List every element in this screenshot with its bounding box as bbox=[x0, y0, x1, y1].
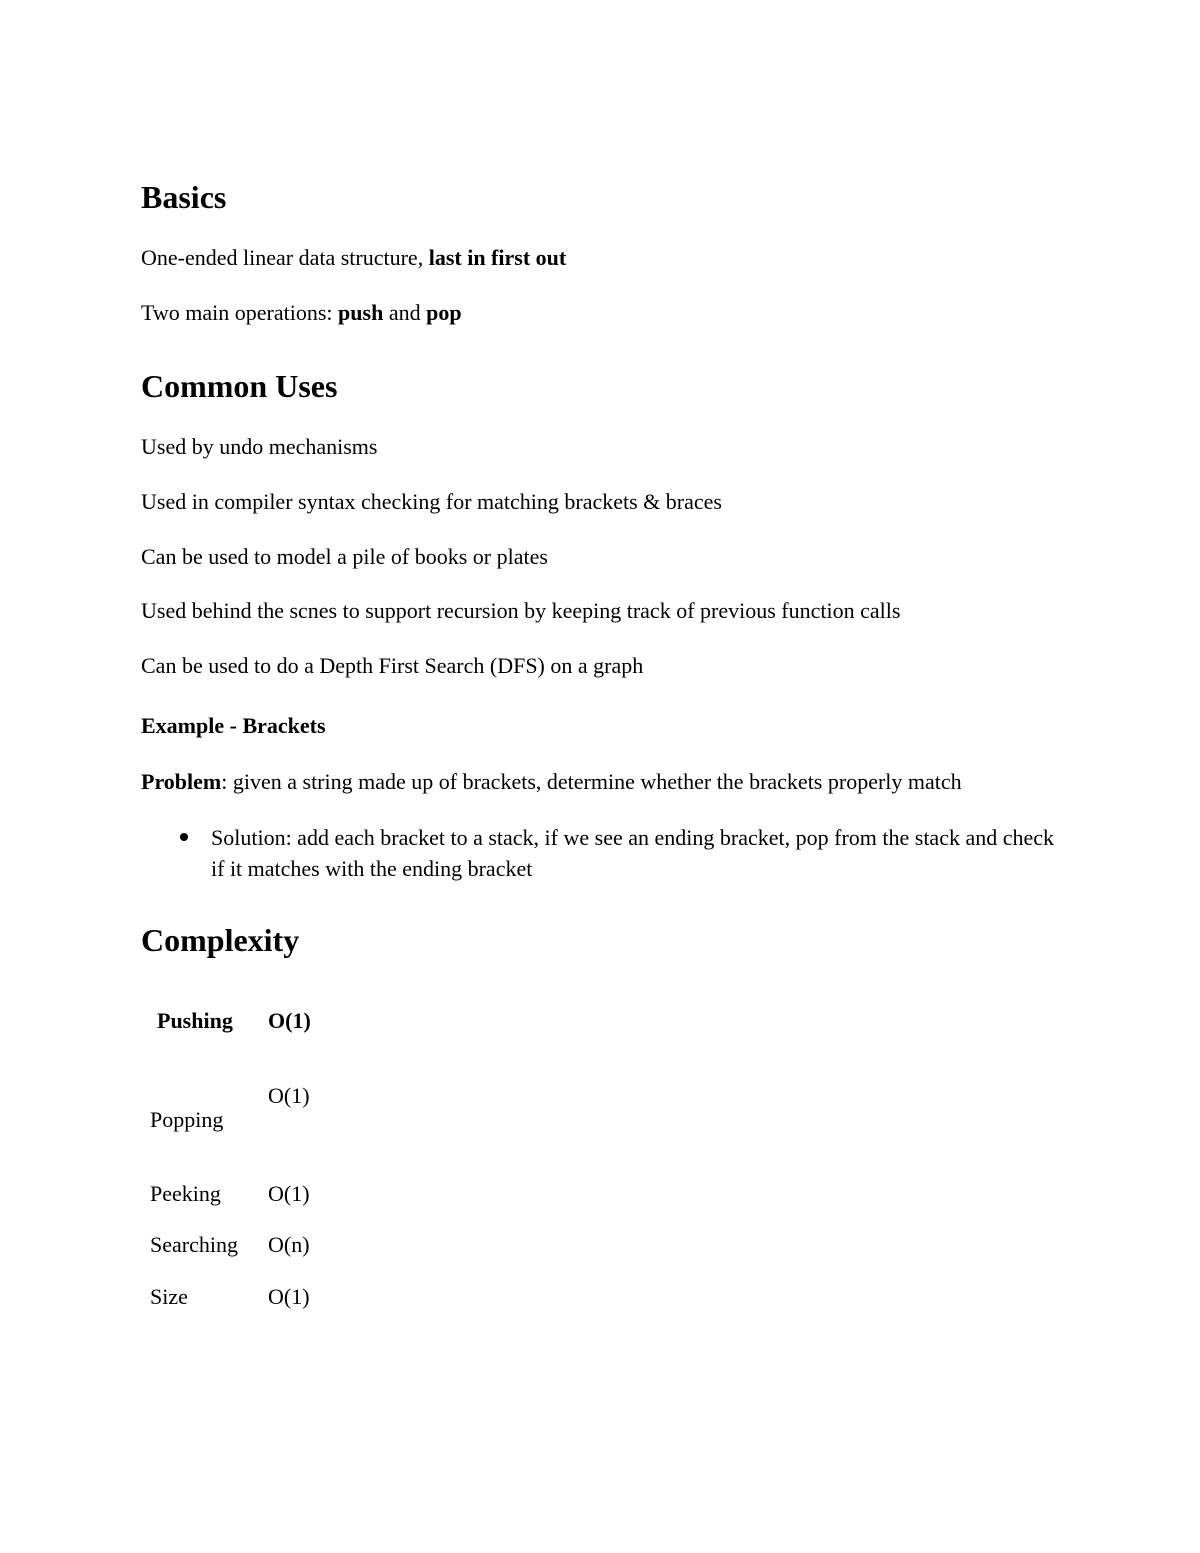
common-uses-heading: Common Uses bbox=[141, 368, 338, 404]
common-use-item: Used by undo mechanisms bbox=[141, 434, 378, 459]
table-cell-op: Pushing bbox=[157, 1008, 233, 1033]
basics-heading: Basics bbox=[141, 179, 227, 215]
table-cell-cost: O(1) bbox=[268, 1284, 310, 1309]
complexity-heading: Complexity bbox=[141, 922, 300, 958]
table-cell-op: Popping bbox=[150, 1107, 224, 1132]
basics-line-2-push: push bbox=[338, 300, 384, 325]
solution-bullet: Solution: add each bracket to a stack, if we see an ending bracket, pop from the stack and check if it matches with the ending bracket bbox=[211, 825, 1055, 881]
table-cell-op: Size bbox=[150, 1284, 188, 1309]
basics-line-1-bold: last in first out bbox=[428, 245, 567, 270]
problem-statement bbox=[141, 771, 962, 793]
table-cell-op: Peeking bbox=[150, 1181, 221, 1206]
table-cell-cost: O(1) bbox=[268, 1008, 311, 1033]
basics-line-2-mid: and bbox=[383, 300, 427, 325]
basics-line-2-text: Two main operations: bbox=[141, 300, 339, 325]
common-use-item: Can be used to do a Depth First Search (DFS) on a graph bbox=[141, 653, 644, 678]
basics-line-2 bbox=[141, 302, 462, 324]
common-use-item: Can be used to model a pile of books or plates bbox=[141, 544, 548, 569]
common-use-item: Used behind the scnes to support recursion by keeping track of previous function calls bbox=[141, 598, 901, 623]
basics-line-1-text: One-ended linear data structure, bbox=[141, 245, 429, 270]
table-cell-cost: O(1) bbox=[268, 1181, 310, 1206]
bullet-dot-icon bbox=[180, 833, 188, 841]
example-heading: Example - Brackets bbox=[141, 713, 326, 738]
table-cell-cost: O(n) bbox=[268, 1232, 310, 1257]
table-cell-op: Searching bbox=[150, 1232, 238, 1257]
common-use-item: Used in compiler syntax checking for matching brackets & braces bbox=[141, 489, 722, 514]
problem-text: : given a string made up of brackets, determine whether the brackets properly match bbox=[221, 769, 962, 794]
basics-line-1 bbox=[141, 247, 566, 269]
problem-label: Problem bbox=[141, 769, 222, 794]
table-cell-cost: O(1) bbox=[268, 1083, 310, 1108]
basics-line-2-pop: pop bbox=[426, 300, 462, 325]
